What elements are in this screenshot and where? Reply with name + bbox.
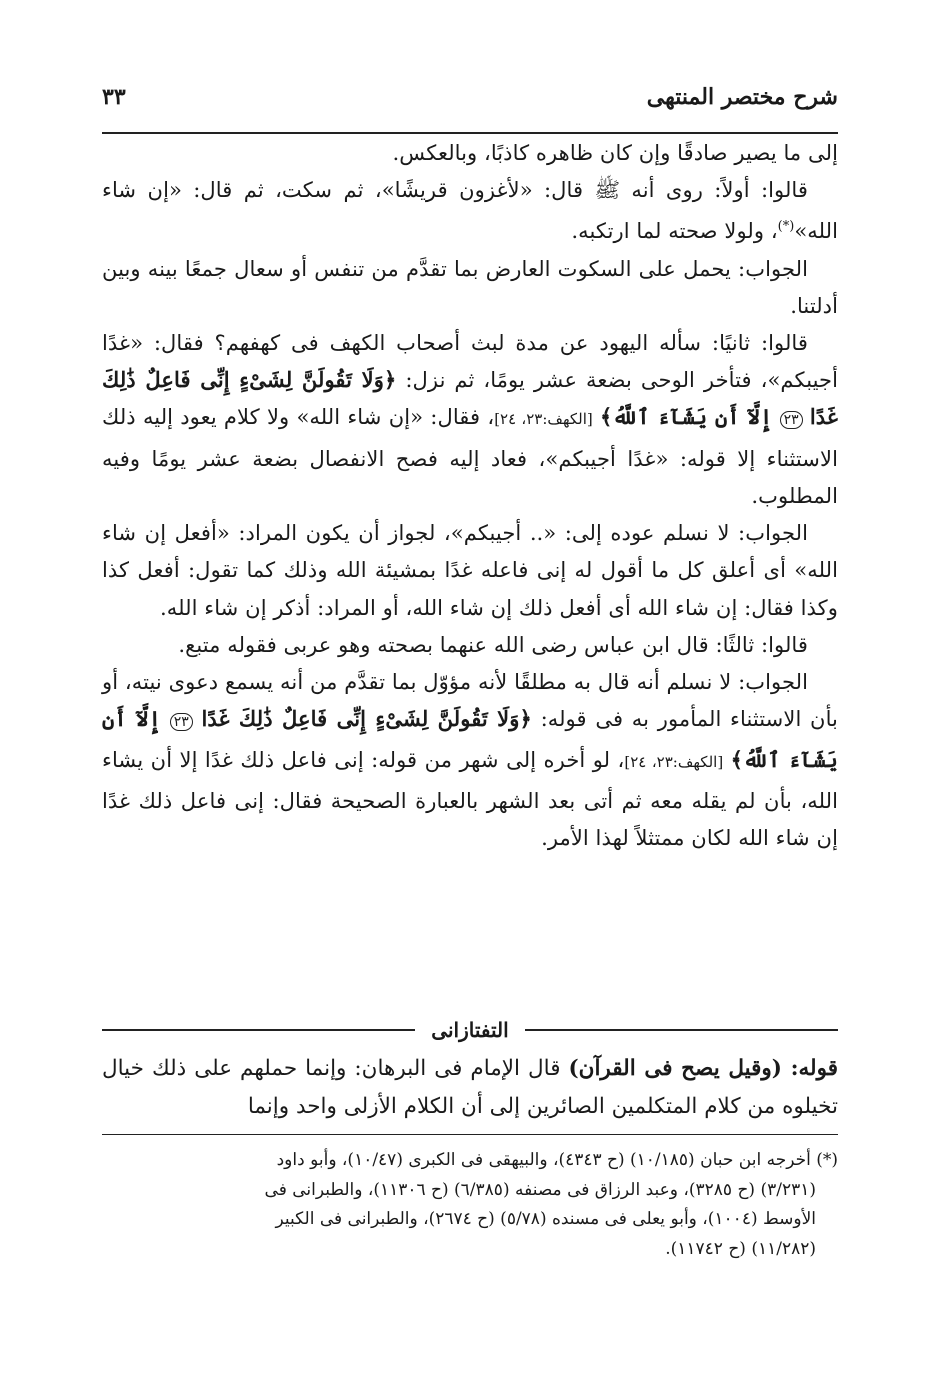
paragraph-1 xyxy=(102,134,838,171)
page-number: ٣٣ xyxy=(102,84,126,110)
commentary-heading: التفتازانى xyxy=(431,1018,509,1042)
commentary-lead: قوله: (وقيل يصح فى القرآن) xyxy=(568,1056,838,1081)
paragraph-7 xyxy=(102,663,838,856)
footnote-rule xyxy=(102,1134,838,1135)
commentary-divider xyxy=(102,1018,838,1042)
footnote-text: الأوسط (١٠٠٤)، وأبو يعلى فى مسنده (٥/٧٨) (ح ٢٦٧٤)، والطبرانى فى الكبير xyxy=(275,1209,816,1229)
verse-reference: [الكهف:٢٣، ٢٤] xyxy=(494,410,593,429)
verse-reference: [الكهف:٢٣، ٢٤] xyxy=(624,753,724,772)
footnote-line xyxy=(102,1205,838,1235)
footnote-reference: (*) xyxy=(777,219,795,235)
paragraph-text: الجواب: لا نسلم عوده إلى: «.. أجيبكم»، لجواز أن يكون المراد: «أفعل إن شاء الله» أى أعلق كل ما أقول له إنى فاعله غدًا بمشيئة الله وذلك كما تقول: أفعل كذا وكذا فقال: إن شاء الله أى أفعل ذلك إن شاء الله، أو المراد: أذكر إن شاء الله. xyxy=(102,520,838,620)
paragraph-text: ، فقال: «إن شاء الله» ولا كلام يعود إليه ذلك الاستثناء إلا قوله: «غدًا أجيبكم»، فعاد إليه فصح الانفصال بضعة عشر يومًا وفيه المطلوب. xyxy=(102,404,838,508)
quran-verse: ﴿وَلَا تَقُولَنَّ لِشَىْءٍ إِنِّى فَاعِلٌ ذَٰلِكَ غَدًا xyxy=(102,367,838,430)
paragraph-text: إلى ما يصير صادقًا وإن كان ظاهره كاذبًا، وبالعكس. xyxy=(392,140,838,165)
paragraph-text: ، ولولا صحته لما ارتكبه. xyxy=(571,218,778,244)
quran-verse: ﴿وَلَا تَقُولَنَّ لِشَىْءٍ إِنِّى فَاعِلٌ ذَٰلِكَ غَدًا xyxy=(201,706,532,732)
paragraph-text: قالوا: أولاً: روى أنه ﷺ قال: «لأغزون قريشًا»، ثم سكت، ثم قال: «إن شاء الله» xyxy=(102,177,838,244)
footnote-line xyxy=(102,1176,838,1206)
quran-verse: إِلَّآ أَن يَشَآءَ ٱللَّهُ﴾ xyxy=(599,404,773,430)
paragraph-5 xyxy=(102,514,838,626)
footnote-text: (٣/٢٣١) (ح ٣٢٨٥)، وعبد الرزاق فى مصنفه (٦/٣٨٥) (ح ١١٣٠٦)، والطبرانى فى xyxy=(264,1179,816,1200)
paragraph-text: قالوا: ثانيًا: سأله اليهود عن مدة لبث أصحاب الكهف فى كهفهم؟ فقال: «غدًا أجيبكم»، فتأخر الوحى بضعة عشر يومًا، ثم نزل: xyxy=(102,330,838,393)
paragraph-text: ، لو أخره إلى شهر من قوله: إنى فاعل ذلك غدًا إلا أن يشاء الله، بأن لم يقله معه ثم أتى بعد الشهر بالعبارة الصحيحة فقال: إنى فاعل ذلك غدًا إن شاء الله لكان ممتثلاً لهذا الأمر. xyxy=(102,747,838,850)
paragraph-text: الجواب: لا نسلم أنه قال به مطلقًا لأنه مؤوّل بما تقدَّم من أنه يسمع دعوى نيته، أو بأن الاستثناء المأمور به فى قوله: xyxy=(102,668,838,732)
paragraph-6 xyxy=(102,626,838,663)
ayah-number: ٢٣ xyxy=(170,713,193,731)
divider-line xyxy=(525,1029,838,1031)
paragraph-2 xyxy=(102,171,838,249)
commentary-section xyxy=(102,1050,838,1126)
quran-verse: إِلَّآ أَن يَشَآءَ ٱللَّهُ﴾ xyxy=(102,706,838,773)
page-header xyxy=(102,84,838,118)
footnote-text: أخرجه ابن حبان (١٠/١٨٥) (ح ٤٣٤٣)، والبيهقى فى الكبرى (١٠/٤٧)، وأبو داود xyxy=(276,1150,811,1170)
footnote-line xyxy=(102,1146,838,1176)
book-page xyxy=(102,70,838,1350)
divider-line xyxy=(102,1029,415,1031)
footnote-mark: (*) xyxy=(816,1150,838,1170)
paragraph-text: الجواب: يحمل على السكوت العارض بما تقدَّم من تنفس أو سعال جمعًا بينه وبين أدلتنا. xyxy=(102,255,838,318)
footnote-line xyxy=(102,1235,838,1265)
commentary-paragraph xyxy=(102,1050,838,1126)
main-text xyxy=(102,134,838,856)
commentary-text: قال الإمام فى البرهان: وإنما حملهم على ذلك خيال تخيلوه من كلام المتكلمين الصائرين إلى أن الكلام الأزلى واحد وإنما xyxy=(102,1056,838,1119)
paragraph-4 xyxy=(102,324,838,514)
paragraph-text: قالوا: ثالثًا: قال ابن عباس رضى الله عنهما بصحته وهو عربى فقوله متبع. xyxy=(178,631,808,657)
footnote-text: (١١/٢٨٢) (ح ١١٧٤٢). xyxy=(665,1238,816,1259)
running-title: شرح مختصر المنتهى xyxy=(646,84,838,110)
ayah-number: ٢٣ xyxy=(780,411,803,429)
footnote xyxy=(102,1146,838,1264)
paragraph-3 xyxy=(102,250,838,324)
